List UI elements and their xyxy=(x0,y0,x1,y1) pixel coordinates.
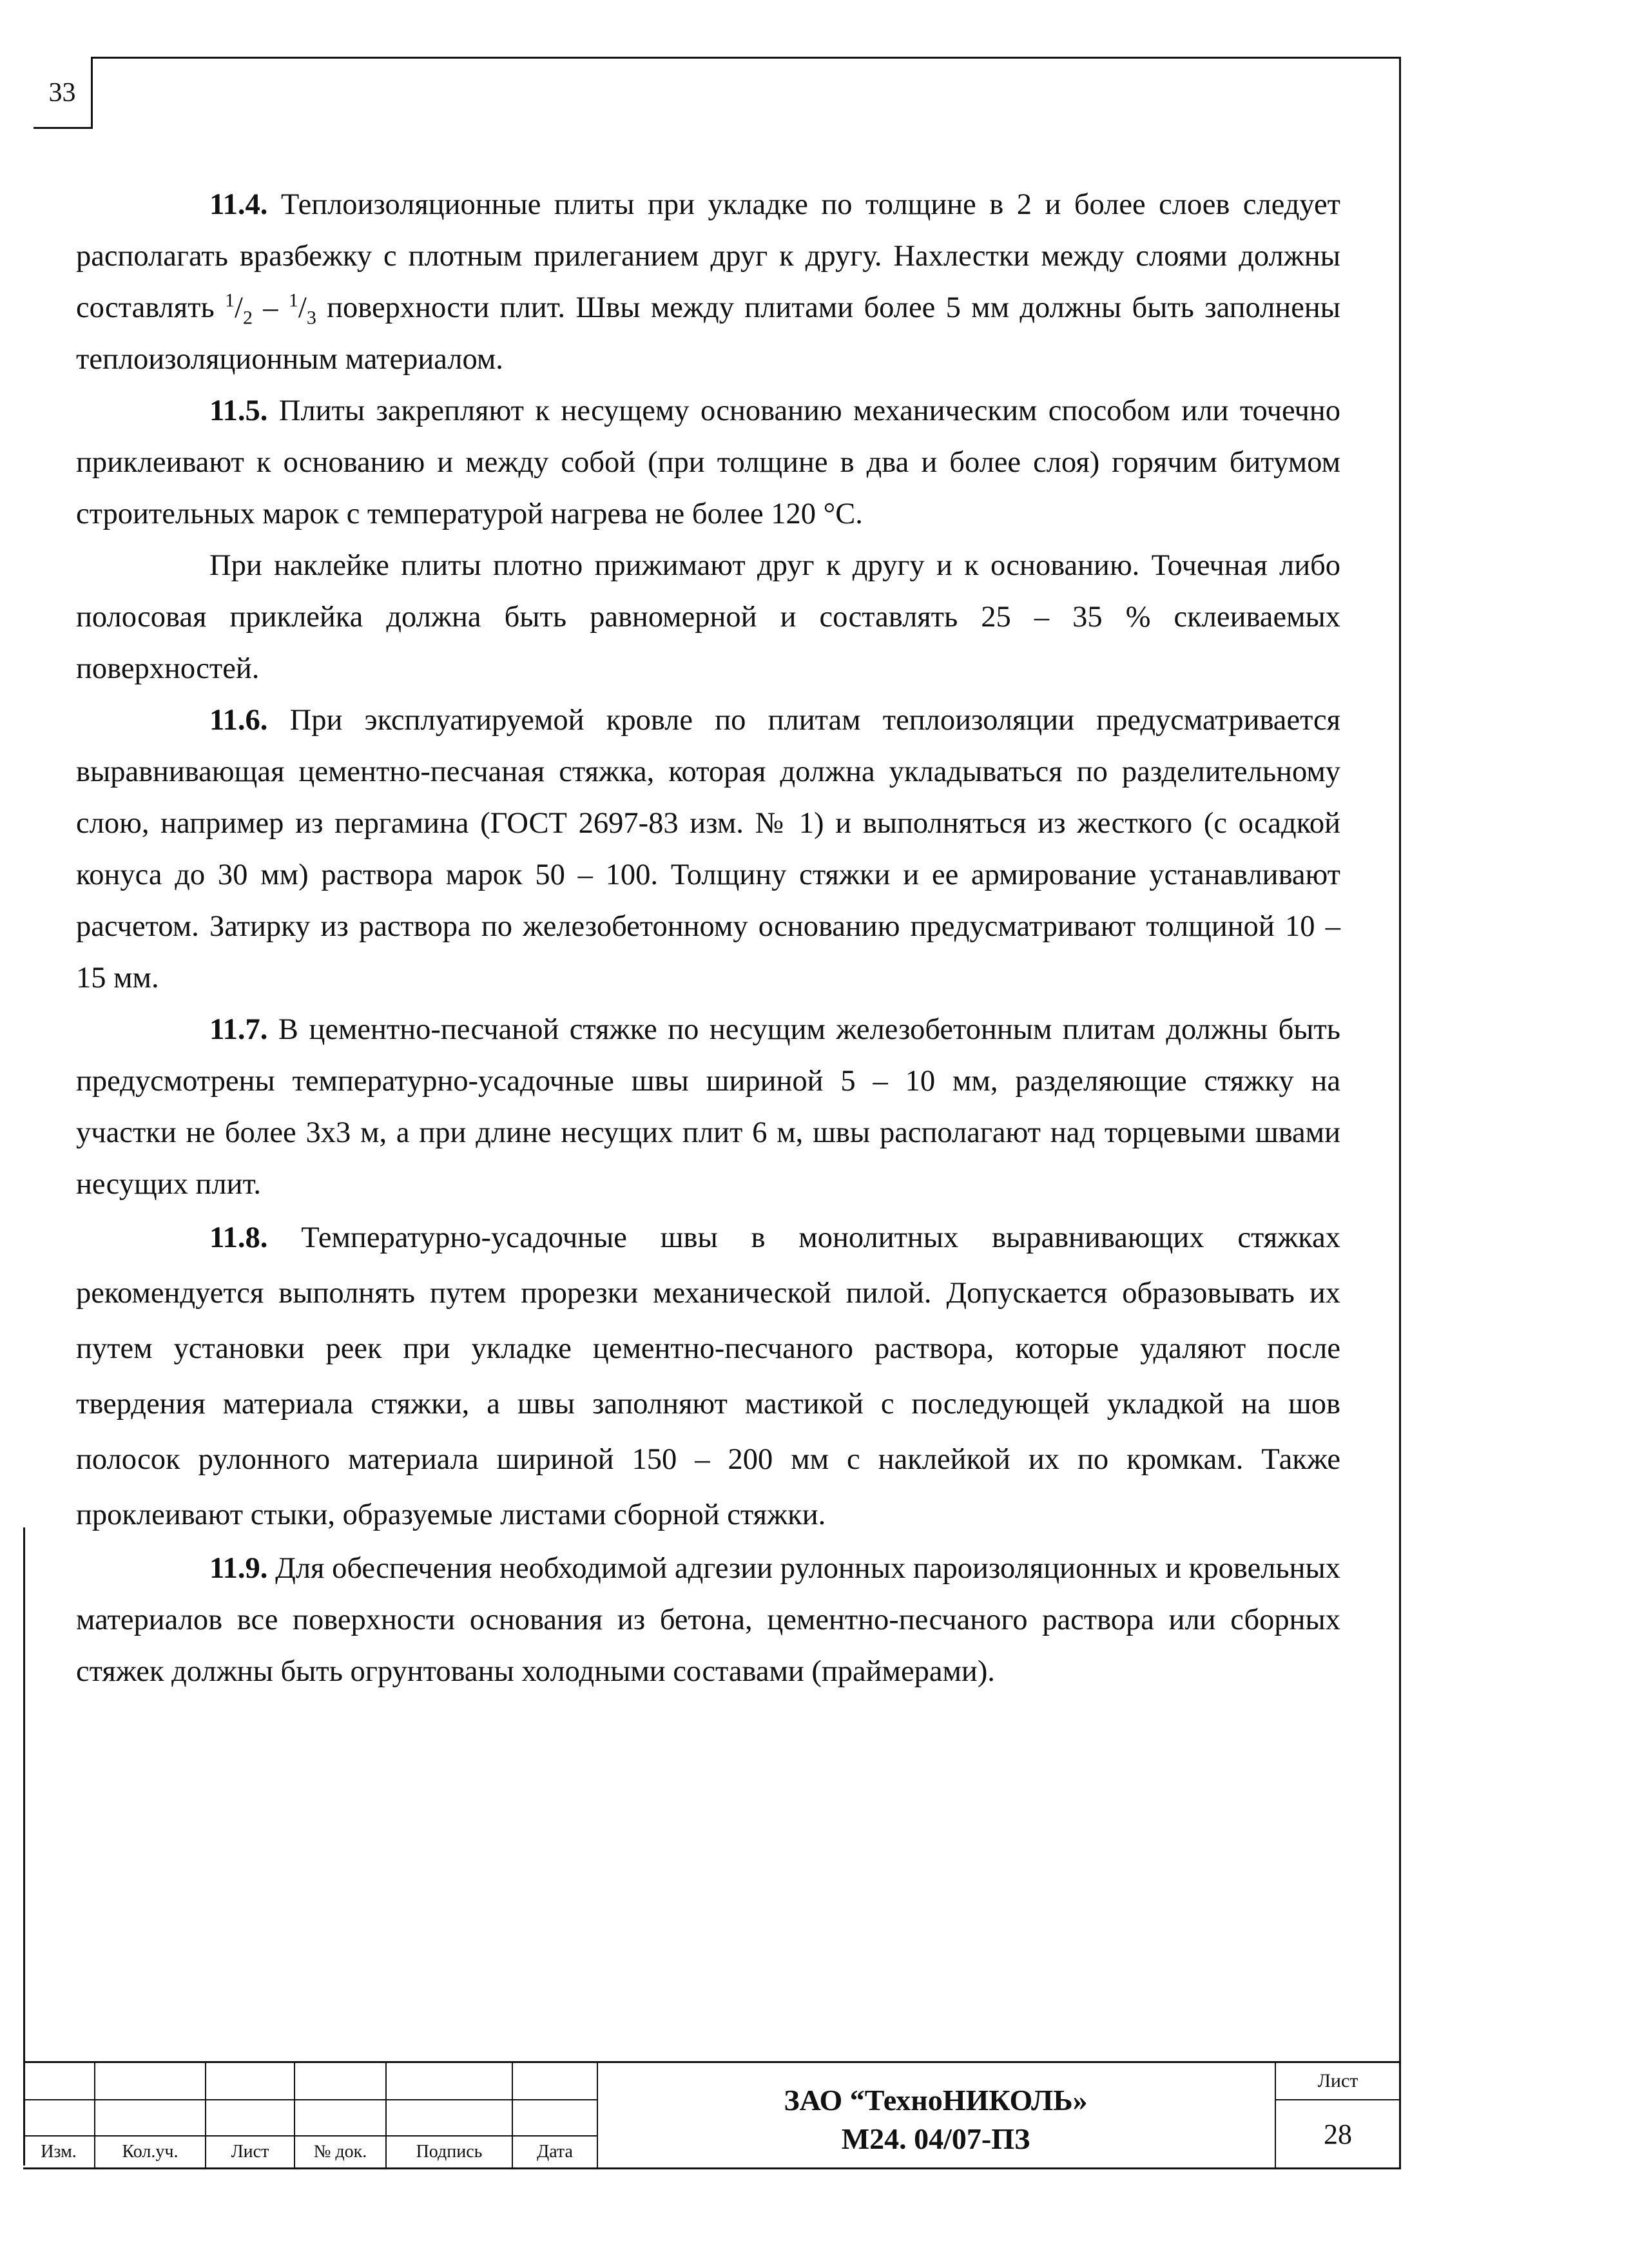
corner-page-number: 33 xyxy=(34,57,93,129)
fraction-one-half: $^1/_2$ xyxy=(225,289,253,329)
document-code: М24. 04/07-ПЗ xyxy=(841,2122,1030,2155)
paragraph-text: Температурно-усадочные швы в монолитных выравнивающих стяжках рекомендуется выполнять путем прорезки механической пилой. Допускается образовывать их путем установки реек при укладке цементно-песчаного раствора, которые удаляют после твердения материала стяжки, а швы заполняют мастикой с последующей укладкой на шов полосок рулонного материала шириной 150 – 200 мм с наклейкой их по кромкам. Также проклеивают стыки, образуемые листами сборной стяжки. xyxy=(76,1221,1340,1531)
paragraph-number: 11.5. xyxy=(209,394,268,427)
paragraph-11-6 xyxy=(76,695,1340,1004)
paragraph-number: 11.4. xyxy=(209,188,268,221)
paragraph-text: При наклейке плиты плотно прижимают друг к другу и к основанию. Точечная либо полосовая приклейка должна быть равномерной и составлять 25 – 35 % склеиваемых поверхностей. xyxy=(76,549,1340,685)
paragraph-number: 11.6. xyxy=(209,704,268,737)
paragraph-11-5-continued xyxy=(76,540,1340,695)
paragraph-11-9 xyxy=(76,1543,1340,1698)
sheet-label: Лист xyxy=(1317,2070,1358,2091)
col-doc-no: № док. xyxy=(313,2142,367,2162)
paragraph-text: Для обеспечения необходимой адгезии рулонных пароизоляционных и кровельных материалов все поверхности основания из бетона, цементно-песчаного раствора или сборных стяжек должны быть огрунтованы холодными составами (праймерами). xyxy=(76,1552,1340,1688)
paragraph-number: 11.7. xyxy=(209,1013,268,1046)
paragraph-text: поверхности плит. Швы между плитами более 5 мм должны быть заполнены теплоизоляционным материалом. xyxy=(76,291,1341,376)
paragraph-text: В цементно-песчаной стяжке по несущим железобетонным плитам должны быть предусмотрены температурно-усадочные швы шириной 5 – 10 мм, разделяющие стяжку на участки не более 3х3 м, а при длине несущих плит 6 м, швы располагают над торцевыми швами несущих плит. xyxy=(76,1013,1340,1201)
col-date: Дата xyxy=(537,2142,573,2162)
paragraph-11-4 xyxy=(76,179,1340,385)
organization-and-doc-code xyxy=(597,2081,1275,2158)
paragraph-number: 11.9. xyxy=(209,1552,268,1585)
sheet-number: 28 xyxy=(1324,2118,1352,2150)
paragraph-text: Плиты закрепляют к несущему основанию механическим способом или точечно приклеивают к основанию и между собой (при толщине в два и более слоя) горячим битумом строительных марок с температурой нагрева не более 120 °С. xyxy=(76,394,1340,530)
grid-line xyxy=(23,2135,597,2137)
col-kol-uch: Кол.уч. xyxy=(122,2142,179,2162)
paragraph-11-7 xyxy=(76,1004,1340,1210)
title-block xyxy=(23,2061,1401,2167)
paragraph-text: Теплоизоляционные плиты при укладке по толщине в 2 и более слоев следует располагать вразбежку с плотным прилеганием друг к другу. Нахлестки между слоями должны составлять xyxy=(76,188,1340,324)
col-signature: Подпись xyxy=(416,2142,483,2162)
paragraph-11-8 xyxy=(76,1210,1340,1543)
paragraph-text: При эксплуатируемой кровле по плитам теплоизоляции предусматривается выравнивающая цементно-песчаная стяжка, которая должна укладываться по разделительному слою, например из пергамина (ГОСТ 2697-83 изм. № 1) и выполняться из жесткого (с осадкой конуса до 30 мм) раствора марок 50 – 100. Толщину стяжки и ее армирование устанавливают расчетом. Затирку из раствора по железобетонному основанию предусматривают толщиной 10 – 15 мм. xyxy=(76,704,1340,994)
fraction-one-third: $^1/_3$ xyxy=(288,289,316,329)
dash: – xyxy=(252,291,289,324)
col-izm: Изм. xyxy=(41,2142,77,2162)
document-body xyxy=(76,179,1340,1698)
grid-line xyxy=(23,2099,597,2100)
paragraph-11-5 xyxy=(76,385,1340,540)
col-list: Лист xyxy=(231,2142,269,2162)
organization-name: ЗАО “ТехноНИКОЛЬ» xyxy=(784,2084,1088,2117)
paragraph-number: 11.8. xyxy=(209,1221,268,1254)
grid-line xyxy=(23,2167,1401,2169)
